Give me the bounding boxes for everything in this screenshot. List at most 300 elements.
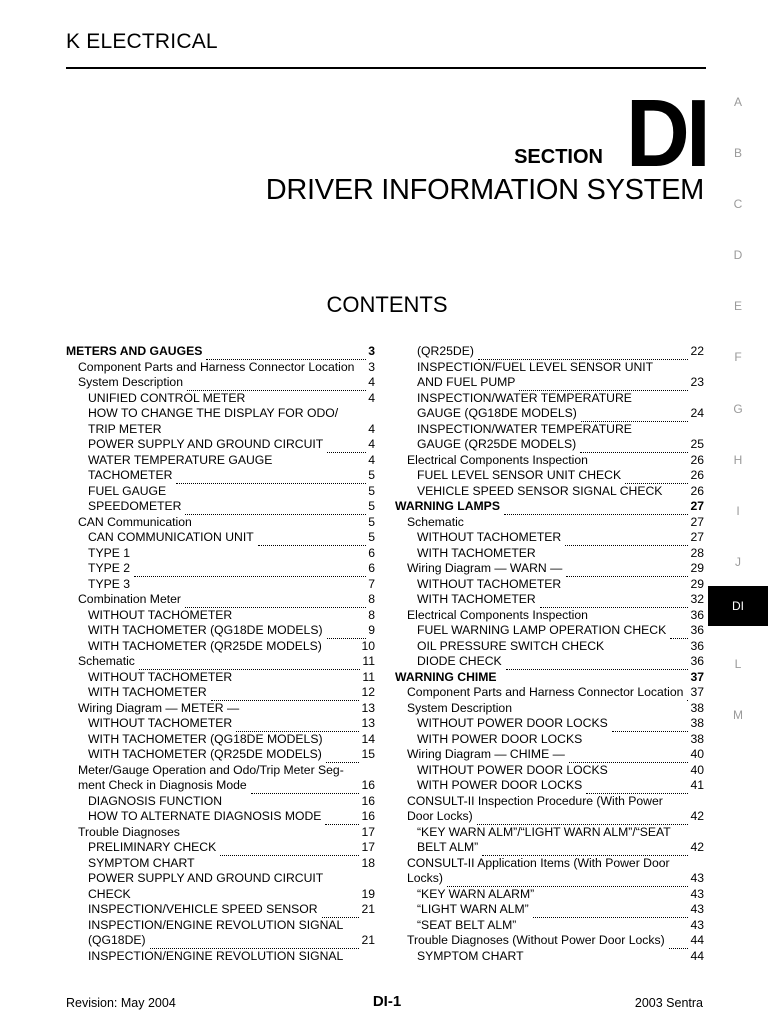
toc-entry[interactable] [66, 732, 375, 748]
toc-entry-page: 4 [368, 375, 375, 389]
toc-entry-title: HOW TO ALTERNATE DIAGNOSIS MODE [88, 809, 322, 823]
toc-entry-page: 8 [368, 607, 375, 622]
section-tab-l[interactable]: L [734, 657, 742, 671]
toc-dot-leader [608, 644, 688, 654]
toc-entry-title: WITH TACHOMETER [88, 685, 207, 699]
toc-entry-title: INSPECTION/WATER TEMPERATURE [417, 390, 632, 405]
toc-entry[interactable] [395, 592, 704, 608]
toc-entry-page: 37 [690, 669, 704, 684]
toc-entry[interactable] [66, 933, 375, 949]
toc-dot-leader [327, 442, 366, 452]
toc-entry-title: WITH TACHOMETER [417, 592, 536, 606]
toc-entry-page: 32 [690, 592, 704, 606]
toc-entry[interactable] [395, 794, 704, 810]
toc-entry-title: System Description [407, 700, 512, 715]
toc-dot-leader [185, 597, 366, 607]
toc-entry[interactable] [395, 825, 704, 841]
toc-entry-title: Wiring Diagram — WARN — [407, 561, 563, 575]
toc-entry[interactable] [395, 499, 704, 515]
toc-dot-leader [501, 675, 689, 685]
toc-entry-page: 14 [361, 731, 375, 746]
footer-revision: Revision: May 2004 [66, 996, 176, 1010]
toc-entry[interactable] [66, 794, 375, 810]
toc-entry[interactable] [66, 453, 375, 469]
toc-entry-title: WITH TACHOMETER [417, 545, 536, 560]
toc-entry-page: 44 [690, 948, 704, 963]
toc-entry[interactable] [66, 546, 375, 562]
toc-entry[interactable] [66, 437, 375, 453]
toc-entry-title: TYPE 1 [88, 545, 130, 560]
toc-entry[interactable] [66, 344, 375, 360]
toc-entry-title: INSPECTION/FUEL LEVEL SENSOR UNIT [417, 359, 654, 374]
toc-entry[interactable] [395, 639, 704, 655]
toc-entry-page: 4 [368, 421, 375, 436]
toc-entry-page: 38 [690, 731, 704, 746]
toc-entry[interactable] [395, 685, 704, 701]
toc-dot-leader [236, 675, 360, 685]
toc-entry[interactable] [66, 360, 375, 376]
toc-entry-title: WITH POWER DOOR LOCKS [417, 778, 583, 792]
toc-entry-page: 3 [368, 359, 375, 374]
toc-entry[interactable] [395, 391, 704, 407]
toc-entry[interactable] [66, 902, 375, 918]
toc-entry[interactable] [395, 763, 704, 779]
toc-dot-leader [478, 349, 689, 359]
toc-entry[interactable] [395, 406, 704, 422]
section-tab-c[interactable]: C [733, 197, 743, 211]
toc-entry-page: 10 [361, 638, 375, 653]
header-rule [66, 67, 706, 69]
toc-dot-leader [326, 752, 360, 762]
toc-dot-leader [569, 752, 689, 762]
toc-entry[interactable] [395, 422, 704, 438]
toc-entry-title: “SEAT BELT ALM” [417, 917, 517, 932]
toc-entry[interactable] [66, 530, 375, 546]
toc-entry-title: Trouble Diagnoses [78, 824, 180, 839]
toc-entry-page: 5 [368, 499, 375, 513]
toc-entry[interactable] [395, 670, 704, 686]
toc-entry[interactable] [66, 949, 375, 965]
toc-entry-title: GAUGE (QG18DE MODELS) [417, 406, 577, 420]
toc-entry-page: 17 [361, 840, 375, 854]
toc-entry-title: FUEL LEVEL SENSOR UNIT CHECK [417, 468, 622, 482]
toc-dot-leader [150, 938, 360, 948]
toc-entry-title: CONSULT-II Inspection Procedure (With Power [407, 793, 663, 808]
toc-entry[interactable] [395, 778, 704, 794]
toc-entry-title: Combination Meter [78, 592, 181, 606]
toc-entry-page: 13 [361, 716, 375, 730]
toc-entry-page: 29 [690, 576, 704, 591]
toc-entry-title: Schematic [78, 654, 135, 668]
toc-entry[interactable] [395, 902, 704, 918]
toc-entry-title: ment Check in Diagnosis Mode [78, 778, 247, 792]
toc-dot-leader [540, 597, 689, 607]
toc-entry-page: 26 [690, 468, 704, 482]
toc-entry-title: GAUGE (QR25DE MODELS) [417, 437, 577, 451]
toc-entry-page: 11 [362, 654, 375, 668]
toc-entry-title: SPEEDOMETER [88, 499, 182, 513]
toc-dot-leader [687, 690, 688, 700]
toc-dot-leader [184, 830, 360, 840]
toc-entry-title: TYPE 2 [88, 561, 130, 575]
toc-dot-leader [468, 520, 689, 530]
toc-entry-page: 28 [690, 545, 704, 560]
toc-entry-title: FUEL WARNING LAMP OPERATION CHECK [417, 623, 667, 637]
section-tab-h[interactable]: H [733, 453, 743, 467]
toc-entry-title: INSPECTION/ENGINE REVOLUTION SIGNAL [88, 917, 344, 932]
toc-entry[interactable] [395, 530, 704, 546]
toc-entry-title: (QG18DE) [88, 933, 146, 947]
toc-entry-page: 37 [690, 685, 704, 699]
toc-entry-page: 27 [690, 499, 704, 513]
section-tab-i[interactable]: I [736, 504, 740, 518]
toc-entry-title: METERS AND GAUGES [66, 344, 203, 358]
toc-entry-page: 16 [361, 793, 375, 808]
toc-entry-page: 23 [690, 375, 704, 389]
toc-dot-leader [520, 923, 688, 933]
toc-entry[interactable] [395, 608, 704, 624]
toc-dot-leader [258, 535, 367, 545]
toc-entry-title: DIAGNOSIS FUNCTION [88, 793, 223, 808]
toc-entry-page: 6 [368, 545, 375, 560]
toc-dot-leader [586, 737, 688, 747]
toc-entry-title: Wiring Diagram — METER — [78, 700, 240, 715]
toc-entry-page: 36 [690, 654, 704, 668]
toc-entry-page: 43 [690, 917, 704, 932]
toc-dot-leader [226, 799, 359, 809]
toc-entry[interactable] [395, 453, 704, 469]
toc-entry-page: 36 [690, 607, 704, 622]
toc-dot-leader [185, 504, 366, 514]
toc-entry[interactable] [395, 747, 704, 763]
toc-entry[interactable] [66, 592, 375, 608]
toc-entry[interactable] [66, 840, 375, 856]
toc-entry-page: 40 [690, 762, 704, 777]
toc-entry-page: 38 [690, 716, 704, 730]
footer-page-number: DI-1 [372, 993, 402, 1010]
toc-entry[interactable] [395, 515, 704, 531]
toc-dot-leader [477, 814, 689, 824]
toc-entry-page: 5 [368, 483, 375, 498]
toc-entry-title: WARNING CHIME [395, 669, 497, 684]
toc-entry-title: WARNING LAMPS [395, 499, 500, 513]
toc-entry-page: 16 [361, 809, 375, 823]
toc-entry-page: 7 [368, 576, 375, 591]
toc-entry-page: 8 [368, 592, 375, 606]
toc-dot-leader [666, 489, 688, 499]
toc-entry-page: 22 [690, 344, 704, 358]
toc-entry[interactable] [66, 701, 375, 717]
toc-entry-title: WITHOUT POWER DOOR LOCKS [417, 716, 608, 730]
toc-dot-leader [504, 504, 688, 514]
toc-entry[interactable] [66, 778, 375, 794]
toc-entry[interactable] [66, 484, 375, 500]
toc-entry-page: 9 [368, 623, 375, 637]
toc-entry[interactable] [395, 716, 704, 732]
toc-entry-page: 6 [368, 561, 375, 575]
toc-entry-page: 15 [361, 747, 375, 761]
toc-entry-title: Electrical Components Inspection [407, 452, 588, 467]
toc-dot-leader [236, 721, 359, 731]
toc-entry[interactable] [66, 515, 375, 531]
toc-entry-page: 38 [690, 700, 704, 715]
toc-entry-title: WITH TACHOMETER (QR25DE MODELS) [88, 638, 322, 653]
toc-entry-page: 27 [690, 530, 704, 544]
toc-dot-leader [139, 659, 360, 669]
toc-entry-title: WITHOUT TACHOMETER [417, 530, 562, 544]
toc-dot-leader [612, 721, 689, 731]
toc-entry[interactable] [66, 685, 375, 701]
page-header-title: K ELECTRICAL [66, 30, 218, 53]
toc-entry-page: 5 [368, 468, 375, 482]
toc-entry-title: AND FUEL PUMP [417, 375, 516, 389]
toc-entry-title: UNIFIED CONTROL METER [88, 390, 246, 405]
toc-entry-title: SYMPTOM CHART [88, 855, 195, 870]
section-tab-b[interactable]: B [733, 146, 742, 160]
section-banner [300, 80, 707, 187]
toc-entry-title: Locks) [407, 871, 443, 885]
toc-dot-leader [565, 582, 688, 592]
toc-entry-title: PRELIMINARY CHECK [88, 840, 217, 854]
footer-model: 2003 Sentra [634, 996, 703, 1010]
toc-dot-leader [670, 628, 688, 638]
toc-dot-leader [540, 551, 689, 561]
toc-entry-page: 11 [362, 669, 375, 684]
section-tab-g[interactable]: G [733, 402, 743, 416]
toc-entry-page: 42 [690, 840, 704, 854]
toc-entry-title: Door Locks) [407, 809, 473, 823]
toc-dot-leader [236, 613, 366, 623]
toc-entry-page: 24 [690, 406, 704, 420]
toc-dot-leader [580, 442, 688, 452]
toc-entry-page: 29 [690, 561, 704, 575]
toc-entry-page: 25 [690, 437, 704, 451]
toc-entry[interactable] [395, 949, 704, 965]
toc-dot-leader [326, 644, 360, 654]
toc-entry-page: 12 [361, 685, 375, 699]
toc-entry-page: 36 [690, 638, 704, 653]
toc-entry[interactable] [66, 654, 375, 670]
toc-entry[interactable] [66, 623, 375, 639]
toc-dot-leader [166, 427, 367, 437]
toc-entry-title: CHECK [88, 886, 131, 901]
section-label: SECTION [514, 146, 603, 168]
toc-dot-leader [625, 473, 688, 483]
toc-entry-page: 41 [690, 778, 704, 792]
toc-dot-leader [134, 566, 366, 576]
toc-entry[interactable] [395, 468, 704, 484]
toc-dot-leader [134, 551, 366, 561]
toc-entry-title: “KEY WARN ALARM” [417, 886, 535, 901]
toc-entry-title: WITHOUT TACHOMETER [88, 607, 233, 622]
toc-entry[interactable] [66, 716, 375, 732]
toc-entry-title: (QR25DE) [417, 344, 474, 358]
toc-entry-title: WITHOUT POWER DOOR LOCKS [417, 762, 608, 777]
toc-entry[interactable] [66, 825, 375, 841]
toc-entry[interactable] [66, 856, 375, 872]
toc-entry[interactable] [66, 608, 375, 624]
toc-entry[interactable] [395, 654, 704, 670]
toc-entry[interactable] [66, 577, 375, 593]
toc-entry-title: CAN Communication [78, 514, 192, 529]
section-code: DI [626, 80, 707, 187]
toc-entry-page: 18 [361, 855, 375, 870]
toc-entry-title: Meter/Gauge Operation and Odo/Trip Meter Seg- [78, 762, 344, 777]
toc-entry-title: CAN COMMUNICATION UNIT [88, 530, 254, 544]
toc-column-left [66, 344, 375, 964]
toc-entry-page: 36 [690, 623, 704, 637]
toc-entry[interactable] [66, 499, 375, 515]
toc-entry-title: WITH POWER DOOR LOCKS [417, 731, 583, 746]
toc-entry[interactable] [395, 344, 704, 360]
toc-entry[interactable] [395, 871, 704, 887]
toc-entry[interactable] [395, 561, 704, 577]
toc-dot-leader [566, 566, 688, 576]
toc-entry-page: 26 [690, 483, 704, 498]
toc-entry[interactable] [395, 933, 704, 949]
toc-entry[interactable] [66, 809, 375, 825]
toc-dot-leader [482, 845, 688, 855]
toc-entry-title: WITHOUT TACHOMETER [88, 669, 233, 684]
toc-entry-title: INSPECTION/VEHICLE SPEED SENSOR [88, 902, 318, 916]
toc-entry-title: WITH TACHOMETER (QG18DE MODELS) [88, 623, 323, 637]
toc-dot-leader [669, 938, 689, 948]
toc-dot-leader [211, 690, 360, 700]
toc-entry-page: 16 [361, 778, 375, 792]
toc-entry[interactable] [66, 391, 375, 407]
toc-entry[interactable] [395, 623, 704, 639]
toc-entry[interactable] [395, 360, 704, 376]
toc-entry-page: 27 [690, 514, 704, 529]
toc-entry[interactable] [66, 639, 375, 655]
toc-dot-leader [206, 349, 366, 359]
toc-entry-title: VEHICLE SPEED SENSOR SIGNAL CHECK [417, 483, 663, 498]
toc-entry-title: WATER TEMPERATURE GAUGE [88, 452, 273, 467]
toc-entry[interactable] [395, 809, 704, 825]
toc-dot-leader [135, 892, 360, 902]
toc-entry-page: 5 [368, 514, 375, 529]
toc-entry[interactable] [66, 747, 375, 763]
toc-entry-title: Electrical Components Inspection [407, 607, 588, 622]
section-tab-f[interactable]: F [734, 350, 742, 364]
toc-entry[interactable] [66, 887, 375, 903]
toc-entry-page: 21 [361, 902, 375, 916]
toc-entry-title: WITH TACHOMETER (QR25DE MODELS) [88, 747, 322, 761]
toc-entry-page: 26 [690, 452, 704, 467]
toc-entry-page: 43 [690, 902, 704, 916]
toc-entry-page: 4 [368, 390, 375, 405]
toc-entry-page: 17 [361, 824, 375, 839]
toc-entry[interactable] [66, 422, 375, 438]
toc-dot-leader [581, 411, 689, 421]
toc-entry[interactable] [395, 701, 704, 717]
toc-entry[interactable] [395, 856, 704, 872]
section-tab-d[interactable]: D [733, 248, 743, 262]
toc-entry-title: Component Parts and Harness Connector Location [407, 685, 684, 699]
toc-dot-leader [134, 582, 366, 592]
toc-entry-page: 19 [361, 886, 375, 901]
toc-dot-leader [243, 706, 359, 716]
toc-entry[interactable] [395, 840, 704, 856]
toc-entry-title: “LIGHT WARN ALM” [417, 902, 529, 916]
toc-entry[interactable] [66, 561, 375, 577]
section-tab-e[interactable]: E [733, 299, 742, 313]
toc-entry-page: 40 [690, 747, 704, 761]
section-tab-a[interactable]: A [733, 95, 742, 109]
toc-dot-leader [592, 458, 689, 468]
toc-entry-title: HOW TO CHANGE THE DISPLAY FOR ODO/ [88, 406, 339, 420]
toc-entry[interactable] [66, 375, 375, 391]
toc-entry-page: 43 [690, 886, 704, 901]
toc-entry-title: Wiring Diagram — CHIME — [407, 747, 565, 761]
toc-dot-leader [249, 396, 366, 406]
toc-entry[interactable] [395, 375, 704, 391]
toc-column-right [395, 344, 704, 964]
toc-entry-title: TACHOMETER [88, 468, 173, 482]
toc-entry-page: 4 [368, 437, 375, 451]
toc-entry[interactable] [395, 918, 704, 934]
toc-entry[interactable] [395, 577, 704, 593]
toc-entry-title: WITH TACHOMETER (QG18DE MODELS) [88, 731, 323, 746]
toc-entry[interactable] [395, 437, 704, 453]
toc-entry-title: System Description [78, 375, 183, 389]
toc-entry-title: POWER SUPPLY AND GROUND CIRCUIT [88, 871, 324, 885]
contents-heading: CONTENTS [326, 292, 448, 317]
toc-entry[interactable] [66, 918, 375, 934]
toc-entry[interactable] [66, 406, 375, 422]
section-name: DRIVER INFORMATION SYSTEM [265, 174, 704, 206]
toc-dot-leader [447, 876, 689, 886]
toc-entry[interactable] [395, 484, 704, 500]
toc-entry-title: TRIP METER [88, 421, 162, 436]
section-tab-j[interactable]: J [735, 555, 741, 569]
section-tab-di[interactable]: DI [708, 586, 768, 626]
toc-dot-leader [325, 814, 359, 824]
toc-entry-page: 21 [361, 933, 375, 947]
toc-entry-title: “KEY WARN ALM”/“LIGHT WARN ALM”/“SEAT [417, 824, 671, 839]
toc-entry-page: 44 [690, 933, 704, 947]
toc-entry-title: Component Parts and Harness Connector Location [78, 359, 355, 374]
toc-dot-leader [586, 783, 688, 793]
toc-dot-leader [327, 737, 360, 747]
toc-entry-page: 4 [368, 452, 375, 467]
toc-entry-title: SYMPTOM CHART [417, 948, 524, 963]
toc-dot-leader [199, 861, 360, 871]
toc-entry-title: INSPECTION/ENGINE REVOLUTION SIGNAL [88, 948, 344, 963]
toc-dot-leader [538, 892, 688, 902]
toc-entry[interactable] [395, 732, 704, 748]
toc-entry[interactable] [66, 871, 375, 887]
toc-entry[interactable] [66, 468, 375, 484]
section-tab-m[interactable]: M [733, 708, 743, 722]
toc-dot-leader [506, 659, 689, 669]
toc-entry-title: CONSULT-II Application Items (With Power Door [407, 855, 670, 870]
toc-dot-leader [276, 458, 366, 468]
toc-dot-leader [528, 954, 689, 964]
toc-entry[interactable] [66, 763, 375, 779]
toc-entry-page: 42 [690, 809, 704, 823]
toc-entry-title: WITHOUT TACHOMETER [417, 576, 562, 591]
toc-entry-title: POWER SUPPLY AND GROUND CIRCUIT [88, 437, 324, 451]
toc-dot-leader [533, 907, 689, 917]
toc-dot-leader [220, 845, 359, 855]
toc-entry[interactable] [66, 670, 375, 686]
toc-dot-leader [516, 706, 688, 716]
toc-entry[interactable] [395, 887, 704, 903]
toc-entry-page: 13 [361, 700, 375, 715]
toc-entry[interactable] [395, 546, 704, 562]
toc-dot-leader [358, 365, 366, 375]
